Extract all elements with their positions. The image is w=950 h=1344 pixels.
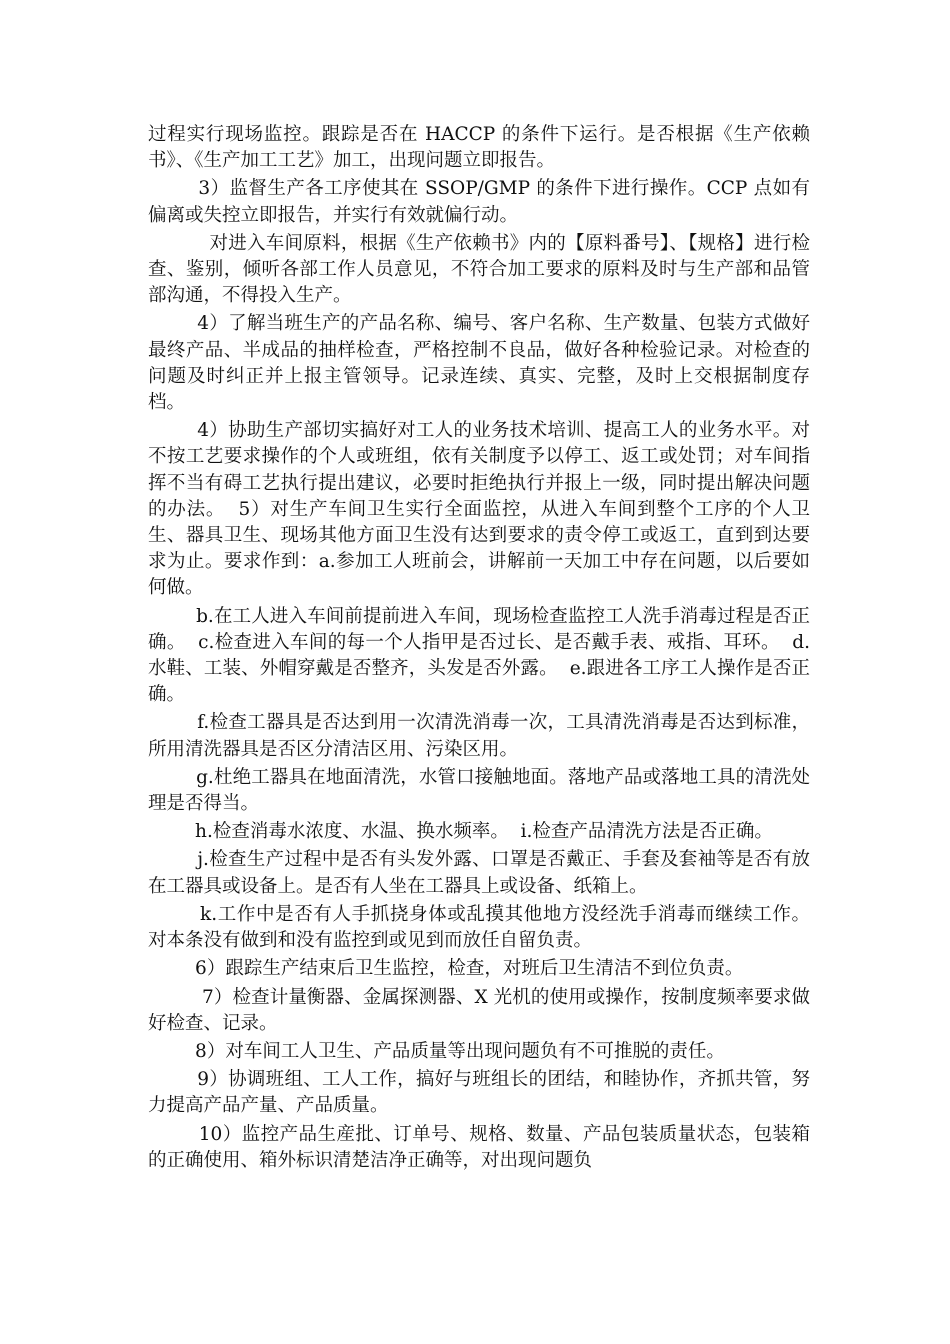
paragraph-14: 8）对车间工人卫生、产品质量等出现问题负有不可推脱的责任。: [148, 1040, 725, 1062]
paragraph-3: 对进入车间原料，根据《生产依赖书》内的【原料番号】、【规格】进行检查、鉴别，倾听各部工作人员意见，不符合加工要求的原料及时与生产部和品管部沟通，不得投入生产。: [148, 232, 810, 307]
paragraph-10: j.检查生产过程中是否有头发外露、口罩是否戴正、手套及套袖等是否有放在工器具或设备上。是否有人坐在工器具上或设备、纸箱上。: [148, 849, 810, 897]
paragraph-16: 10）监控产品生産批、订单号、规格、数量、产品包装质量状态，包装箱的正确使用、箱外标识清楚洁净正确等，对出现问题负: [148, 1123, 810, 1171]
document-body: [148, 122, 822, 1174]
paragraph-4: 4）了解当班生产的产品名称、编号、客户名称、生产数量、包装方式做好最终产品、半成品的抽样检查，严格控制不良品，做好各种检验记录。对检查的问题及时纠正并上报主管领导。记录连续、真实、完整，及时上交根据制度存档。: [148, 313, 810, 414]
paragraph-12: 6）跟踪生产结束后卫生监控，检查，对班后卫生清洁不到位负责。: [148, 958, 744, 980]
paragraph-15: 9）协调班组、工人工作，搞好与班组长的团结，和睦协作，齐抓共管，努力提高产品产量、产品质量。: [148, 1069, 810, 1117]
paragraph-1: 过程实行现场监控。跟踪是否在 HACCP 的条件下运行。是否根据《生产依赖书》、《生产加工工艺》加工，出现问题立即报告。: [148, 124, 810, 172]
paragraph-13: 7）检查计量衡器、金属探测器、X 光机的使用或操作，按制度频率要求做好检查、记录。: [148, 986, 810, 1034]
paragraph-8: g.杜绝工器具在地面清洗，水管口接触地面。落地产品或落地工具的清洗处理是否得当。: [148, 766, 810, 815]
paragraph-2: 3）监督生产各工序使其在 SSOP/GMP 的条件下进行操作。CCP 点如有偏离或失控立即报告，并实行有效就偏行动。: [148, 178, 811, 226]
paragraph-5: 4）协助生产部切实搞好对工人的业务技术培训、提高工人的业务水平。对不按工艺要求操作的个人或班组，依有关制度予以停工、返工或处罚；对车间指挥不当有碍工艺执行提出建议，必要时拒绝执行并报上一级，同时提出解决问题的办法。 5）对生产车间卫生实行全面监控，从进入车间到整个工序的个人卫生、器具卫生、现场其他方面卫生没有达到要求的责令停工或返工，直到到达要求为止。要求作到：a.参加工人班前会，讲解前一天加工中存在问题，以后要如何做。: [148, 420, 810, 599]
paragraph-11: k.工作中是否有人手抓挠身体或乱摸其他地方没经洗手消毒而继续工作。 对本条没有做到和没有监控到或见到而放任自留负责。: [148, 903, 822, 952]
paragraph-9: h.检查消毒水浓度、水温、换水频率。 i.检查产品清洗方法是否正确。: [148, 821, 773, 843]
paragraph-6: b.在工人进入车间前提前进入车间，现场检查监控工人洗手消毒过程是否正确。 c.检查进入车间的每一个人指甲是否过长、是否戴手表、戒指、耳环。 d.水鞋、工装、外帽穿戴是否整齐，头发是否外露。 e.跟进各工序工人操作是否正确。: [148, 605, 810, 706]
paragraph-7: f.检查工器具是否达到用一次清洗消毒一次，工具清洗消毒是否达到标准，所用清洗器具是否区分清洁区用、污染区用。: [148, 712, 811, 760]
